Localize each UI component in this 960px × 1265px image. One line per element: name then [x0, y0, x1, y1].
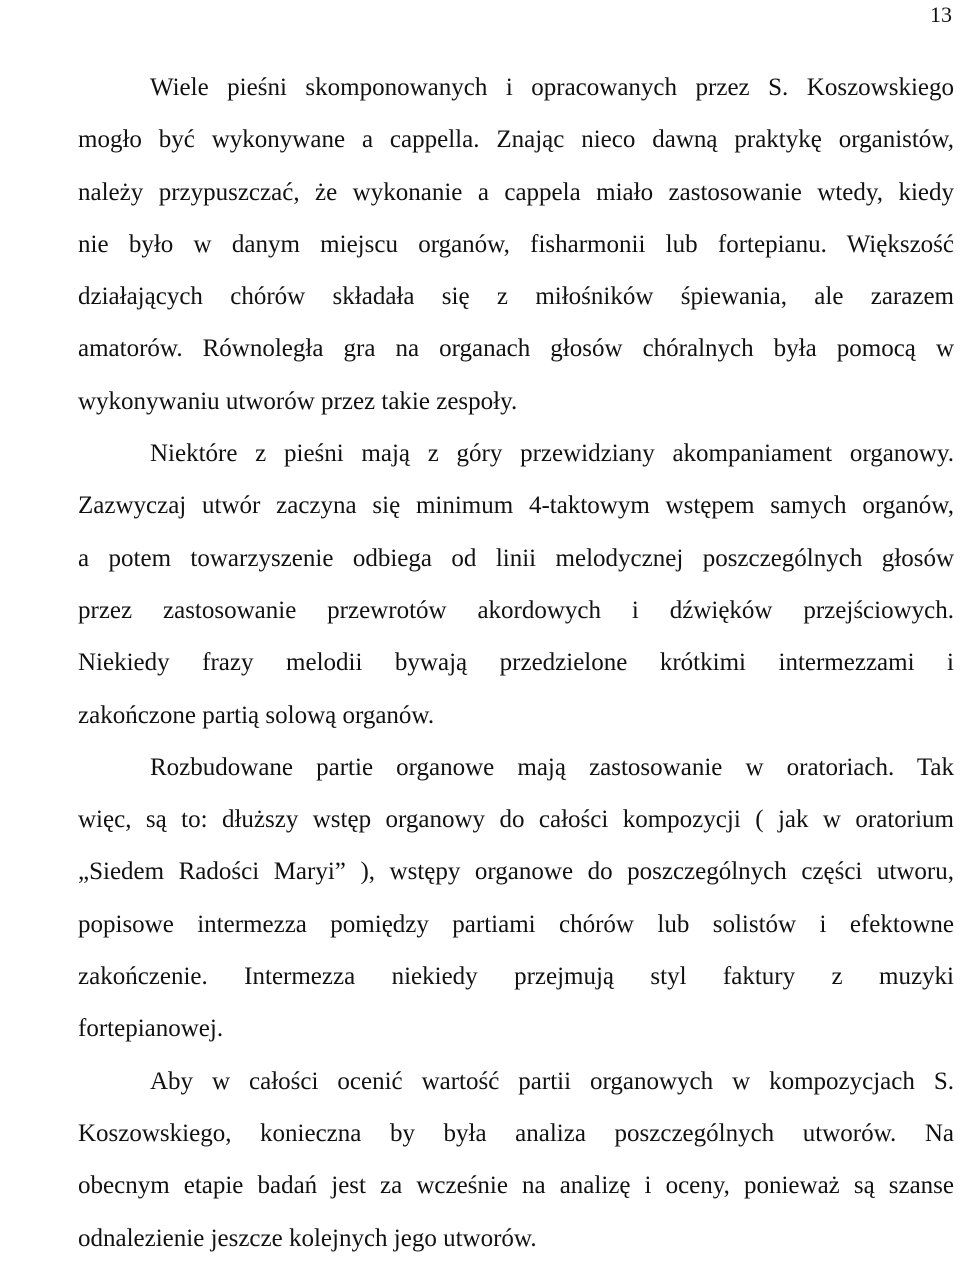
text-line: odnalezienie jeszcze kolejnych jego utworów. — [78, 1224, 537, 1252]
paragraph-1 — [6, 62, 954, 428]
text-line: a potem towarzyszenie odbiega od linii melodycznej poszczególnych głosów — [78, 544, 954, 572]
text-line: Zazwyczaj utwór zaczyna się minimum 4-taktowym wstępem samych organów, — [78, 492, 954, 520]
text-line: amatorów. Równoległa gra na organach głosów chóralnych była pomocą w — [78, 335, 954, 363]
text-line: przez zastosowanie przewrotów akordowych i dźwięków przejściowych. — [78, 596, 954, 624]
text-line: zakończone partią solową organów. — [78, 701, 435, 729]
text-line: mogło być wykonywane a cappella. Znając nieco dawną praktykę organistów, — [78, 126, 954, 154]
text-line: Rozbudowane partie organowe mają zastosowanie w oratoriach. Tak — [150, 753, 954, 781]
document-body — [6, 62, 954, 1265]
paragraph-2 — [6, 428, 954, 742]
text-line: należy przypuszczać, że wykonanie a cappela miało zastosowanie wtedy, kiedy — [78, 178, 954, 206]
page-number: 13 — [930, 2, 952, 27]
text-line: obecnym etapie badań jest za wcześnie na analizę i oceny, ponieważ są szanse — [78, 1172, 954, 1200]
text-line: wykonywaniu utworów przez takie zespoły. — [78, 387, 518, 415]
text-line: „Siedem Radości Maryi” ), wstępy organowe do poszczególnych części utworu, — [78, 858, 954, 886]
text-line: działających chórów składała się z miłośników śpiewania, ale zarazem — [78, 283, 954, 311]
text-line: więc, są to: dłuższy wstęp organowy do całości kompozycji ( jak w oratorium — [78, 806, 954, 834]
text-line: Koszowskiego, konieczna by była analiza poszczególnych utworów. Na — [78, 1119, 954, 1147]
text-line: nie było w danym miejscu organów, fisharmonii lub fortepianu. Większość — [78, 230, 954, 258]
paragraph-3 — [6, 742, 954, 1056]
text-line: fortepianowej. — [78, 1015, 224, 1043]
text-line: Aby w całości ocenić wartość partii organowych w kompozycjach S. — [150, 1067, 954, 1095]
text-line: Niektóre z pieśni mają z góry przewidziany akompaniament organowy. — [150, 440, 954, 468]
text-line: zakończenie. Intermezza niekiedy przejmują styl faktury z muzyki — [78, 963, 954, 991]
paragraph-4 — [6, 1056, 954, 1265]
text-line: popisowe intermezza pomiędzy partiami chórów lub solistów i efektowne — [78, 910, 954, 938]
text-line: Niekiedy frazy melodii bywają przedzielone krótkimi intermezzami i — [78, 649, 954, 677]
text-line: Wiele pieśni skomponowanych i opracowanych przez S. Koszowskiego — [150, 74, 954, 101]
